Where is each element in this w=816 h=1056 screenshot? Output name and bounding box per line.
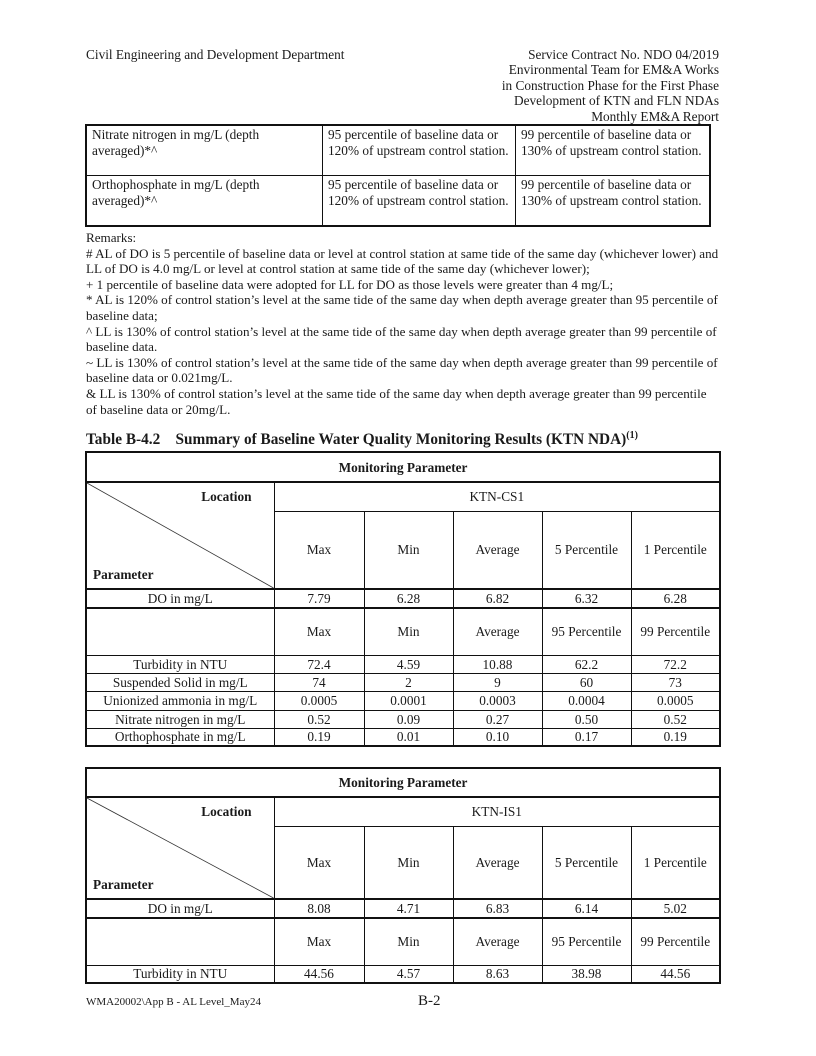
table-row [86,608,720,655]
value-cell: 0.19 [274,728,364,746]
row-label: DO in mg/L [86,899,274,918]
value-cell: 0.0001 [364,691,453,710]
monitoring-parameter-header: Monitoring Parameter [86,768,720,797]
value-cell: 44.56 [274,965,364,983]
parameter-label: Parameter [93,877,154,892]
value-cell: 60 [542,673,631,691]
value-cell: 0.27 [453,710,542,728]
parameter-cell: Orthophosphate in mg/L (depth averaged)*^ [86,176,323,227]
parameter-cell: Nitrate nitrogen in mg/L (depth averaged)*^ [86,125,323,176]
table-caption [86,430,638,449]
column-header: Average [453,826,542,899]
limit-level-cell: 99 percentile of baseline data or 130% of upstream control station. [516,176,711,227]
row-label: Nitrate nitrogen in mg/L [86,710,274,728]
value-cell: 0.09 [364,710,453,728]
column-header: 1 Percentile [631,511,720,589]
value-cell: 6.28 [364,589,453,608]
location-parameter-corner [86,482,274,589]
value-cell: 4.57 [364,965,453,983]
remark-item: # AL of DO is 5 percentile of baseline data or level at control station at same tide of the same day (whichever lower) and LL of DO is 4.0 mg/L or level at control station at same tide of the same day (whichever lower); [86,245,719,277]
table-row [86,482,720,511]
value-cell: 0.17 [542,728,631,746]
column-header: Max [274,511,364,589]
table-row [86,965,720,983]
remark-item: + 1 percentile of baseline data were adopted for LL for DO as those levels were greater than 4 mg/L; [86,276,614,292]
remarks-title: Remarks: [86,230,137,245]
action-level-cell: 95 percentile of baseline data or 120% of upstream control station. [323,176,516,227]
parameter-label: Parameter [93,567,154,582]
value-cell: 0.52 [274,710,364,728]
header-line: Development of KTN and FLN NDAs [514,93,719,109]
table-label: Table B-4.2 [86,431,161,449]
row-label: Turbidity in NTU [86,655,274,673]
value-cell: 2 [364,673,453,691]
value-cell: 4.71 [364,899,453,918]
value-cell: 10.88 [453,655,542,673]
column-header: Average [453,608,542,655]
row-label: Orthophosphate in mg/L [86,728,274,746]
value-cell: 38.98 [542,965,631,983]
table-row [86,655,720,673]
row-label: Unionized ammonia in mg/L [86,691,274,710]
location-label: Location [201,804,252,819]
column-header: 95 Percentile [542,918,631,965]
header-contract-info [502,47,719,124]
table-row [86,728,720,746]
value-cell: 6.14 [542,899,631,918]
table-row [86,768,720,797]
remark-item: ^ LL is 130% of control station’s level at the same tide of the same day when depth average greater than 99 percentile of baseline data. [86,323,717,355]
header-department: Civil Engineering and Development Department [86,47,345,62]
table-row [86,176,710,227]
value-cell: 0.19 [631,728,720,746]
value-cell: 0.01 [364,728,453,746]
limit-level-cell: 99 percentile of baseline data or 130% of upstream control station. [516,125,711,176]
header-line: in Construction Phase for the First Phase [501,77,719,93]
value-cell: 8.08 [274,899,364,918]
station-name: KTN-CS1 [274,482,720,511]
column-header: 99 Percentile [631,608,720,655]
column-header: Min [364,826,453,899]
row-label: Suspended Solid in mg/L [86,673,274,691]
location-parameter-corner [86,797,274,899]
value-cell: 73 [631,673,720,691]
remark-item: & LL is 130% of control station’s level at the same tide of the same day when depth average greater than 99 percentile of baseline data or 20mg/L. [86,385,707,417]
monitoring-table-ktn-is1 [85,767,721,984]
header-line: Monthly EM&A Report [591,108,719,124]
header-line: Service Contract No. NDO 04/2019 [528,47,719,62]
row-label: Turbidity in NTU [86,965,274,983]
empty-cell [86,608,274,655]
table-row [86,918,720,965]
column-header: Min [364,608,453,655]
footer-file-ref: WMA20002\App B - AL Level_May24 [86,996,261,1008]
value-cell: 0.0003 [453,691,542,710]
table-row [86,691,720,710]
value-cell: 0.0005 [274,691,364,710]
value-cell: 72.2 [631,655,720,673]
value-cell: 6.32 [542,589,631,608]
header-line: Environmental Team for EM&A Works [508,62,719,78]
value-cell: 5.02 [631,899,720,918]
table-row [86,452,720,482]
value-cell: 62.2 [542,655,631,673]
value-cell: 44.56 [631,965,720,983]
remark-item: ~ LL is 130% of control station’s level at the same tide of the same day when depth average greater than 99 percentile of baseline data or 0.021mg/L. [86,354,718,386]
value-cell: 74 [274,673,364,691]
column-header: 95 Percentile [542,608,631,655]
page-number: B-2 [418,993,441,1009]
action-level-cell: 95 percentile of baseline data or 120% of upstream control station. [323,125,516,176]
column-header: Max [274,608,364,655]
value-cell: 0.52 [631,710,720,728]
value-cell: 8.63 [453,965,542,983]
station-name: KTN-IS1 [274,797,720,826]
empty-cell [86,918,274,965]
monitoring-table-ktn-cs1 [85,451,721,747]
table-row [86,125,710,176]
column-header: Max [274,918,364,965]
column-header: Max [274,826,364,899]
criteria-table [85,124,711,227]
column-header: 5 Percentile [542,511,631,589]
value-cell: 72.4 [274,655,364,673]
monitoring-parameter-header: Monitoring Parameter [86,452,720,482]
value-cell: 0.0005 [631,691,720,710]
column-header: Min [364,918,453,965]
column-header: 5 Percentile [542,826,631,899]
column-header: 1 Percentile [631,826,720,899]
table-row [86,710,720,728]
column-header: Average [453,918,542,965]
value-cell: 9 [453,673,542,691]
location-label: Location [201,489,252,504]
column-header: Average [453,511,542,589]
column-header: Min [364,511,453,589]
table-row [86,899,720,918]
value-cell: 6.83 [453,899,542,918]
value-cell: 6.82 [453,589,542,608]
table-title: Summary of Baseline Water Quality Monitoring Results (KTN NDA) [175,431,627,449]
value-cell: 7.79 [274,589,364,608]
value-cell: 4.59 [364,655,453,673]
column-header: 99 Percentile [631,918,720,965]
row-label: DO in mg/L [86,589,274,608]
remarks [86,230,720,417]
value-cell: 6.28 [631,589,720,608]
table-footnote-ref: (1) [626,430,638,441]
value-cell: 0.50 [542,710,631,728]
value-cell: 0.0004 [542,691,631,710]
table-row [86,797,720,826]
remark-item: * AL is 120% of control station’s level at the same tide of the same day when depth average greater than 95 percentile of baseline data; [86,292,718,323]
table-row [86,673,720,691]
value-cell: 0.10 [453,728,542,746]
table-row [86,589,720,608]
